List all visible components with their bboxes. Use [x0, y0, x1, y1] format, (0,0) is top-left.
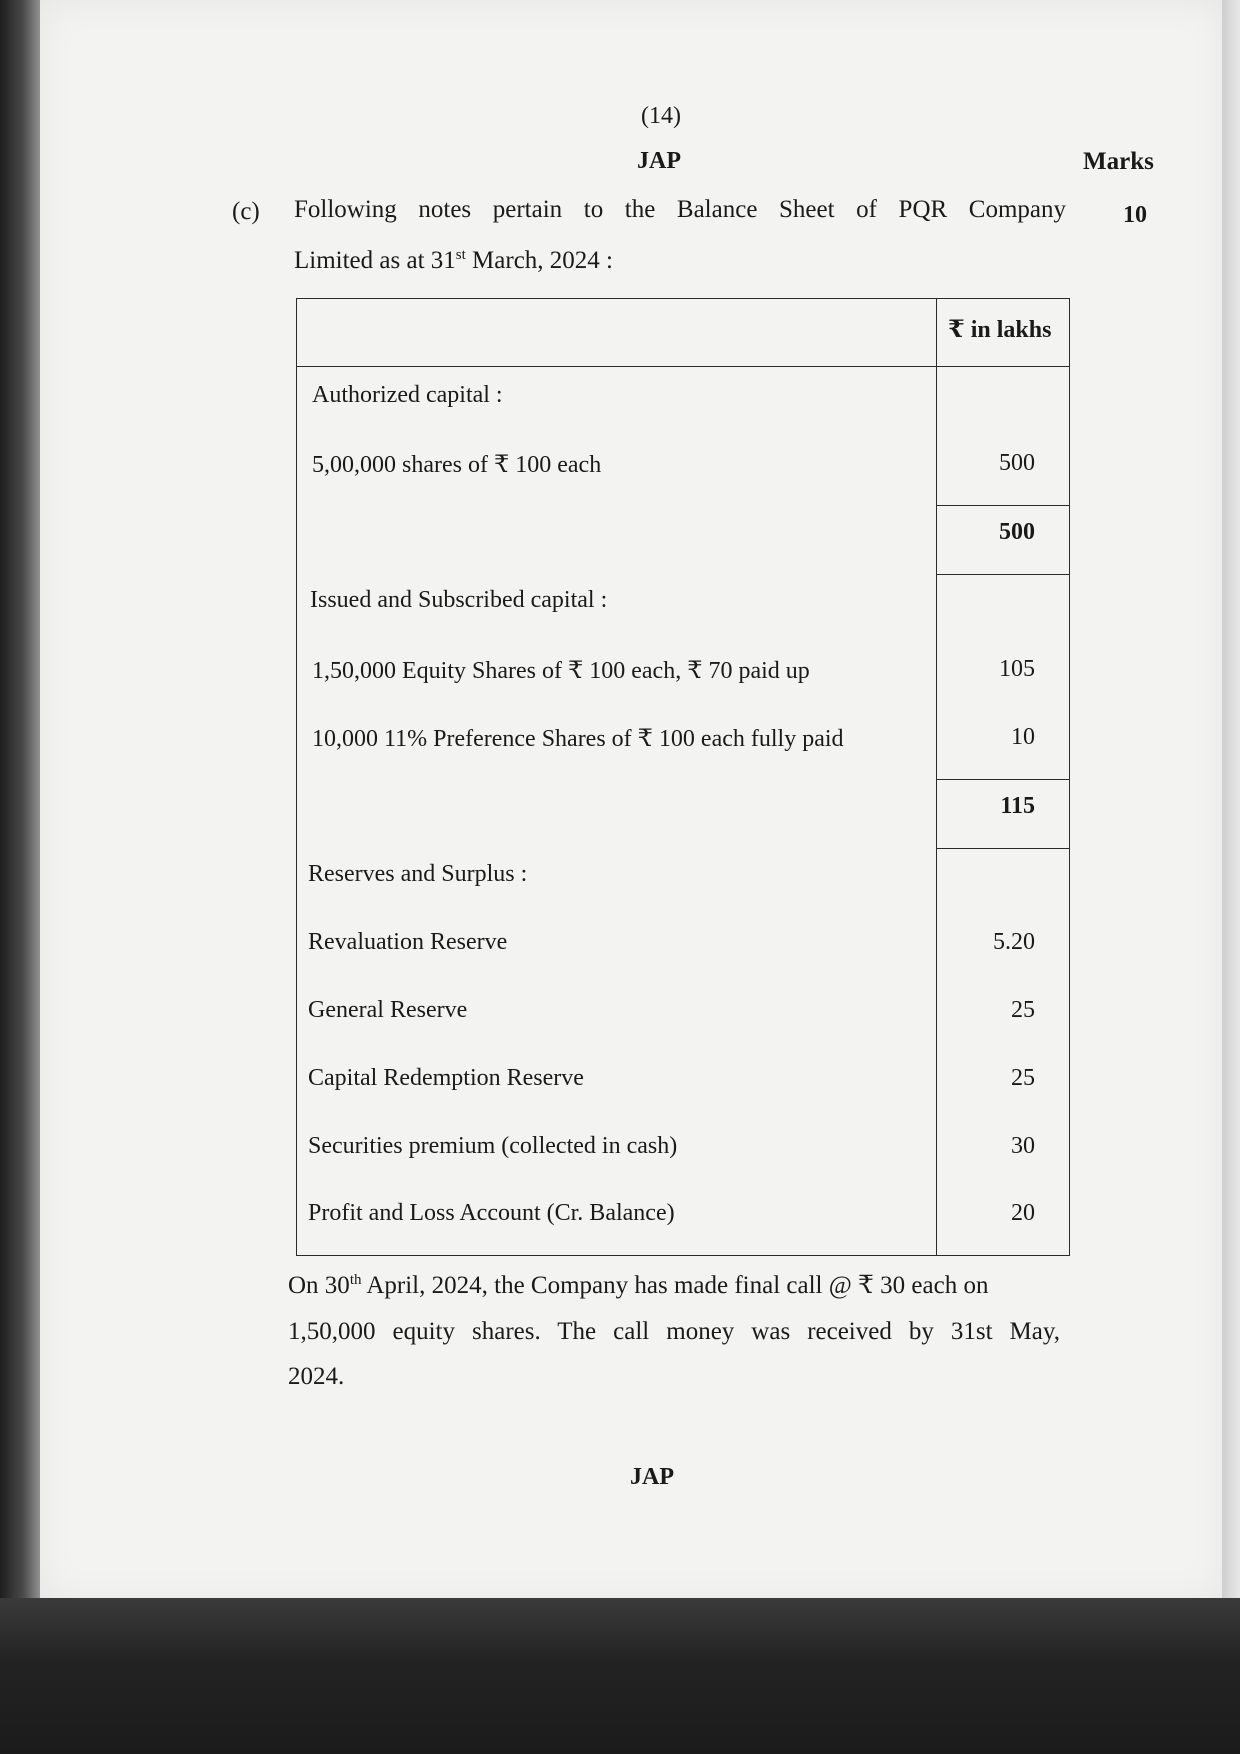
page-number: (14): [641, 103, 681, 129]
authorized-shares-label: 5,00,000 shares of ₹ 100 each: [312, 452, 602, 478]
reserves-heading: Reserves and Surplus :: [308, 861, 528, 887]
closing-line1: [288, 1270, 988, 1300]
profit-loss-account-value: 20: [1011, 1200, 1035, 1226]
equity-shares-label: 1,50,000 Equity Shares of ₹ 100 each, ₹ 70 paid up: [312, 658, 810, 684]
intro-date-ordinal: st: [455, 247, 466, 263]
general-reserve-label: General Reserve: [308, 997, 468, 1023]
authorized-total: 500: [999, 519, 1035, 545]
preference-shares-label: 10,000 11% Preference Shares of ₹ 100 each fully paid: [312, 726, 844, 752]
closing-line1-rest: April, 2024, the Company has made final call @ ₹ 30 each on: [361, 1272, 989, 1299]
closing-date-ordinal: th: [349, 1272, 362, 1288]
capital-redemption-reserve-label: Capital Redemption Reserve: [308, 1065, 584, 1091]
securities-premium-label: Securities premium (collected in cash): [308, 1133, 678, 1159]
intro-date-suffix: March, 2024 :: [465, 247, 613, 274]
table-header-rule: [296, 366, 1070, 367]
revaluation-reserve-label: Revaluation Reserve: [308, 929, 508, 955]
table-column-divider: [936, 298, 937, 1256]
question-intro-line2: [294, 247, 613, 275]
authorized-subtotal-rule-bottom: [936, 574, 1070, 575]
general-reserve-value: 25: [1011, 997, 1035, 1023]
equity-shares-value: 105: [999, 656, 1035, 682]
paper-code-bottom: JAP: [630, 1464, 674, 1490]
question-intro-line1: Following notes pertain to the Balance Sheet of PQR Company: [294, 196, 1066, 223]
paper-code-top: JAP: [637, 148, 681, 174]
intro-date-prefix: Limited as at 31: [294, 247, 456, 274]
amount-column-header: ₹ in lakhs: [948, 317, 1052, 343]
revaluation-reserve-value: 5.20: [993, 929, 1035, 955]
question-label: (c): [232, 198, 260, 225]
authorized-subtotal-rule-top: [936, 505, 1070, 506]
scan-left-edge: [0, 0, 42, 1754]
profit-loss-account-label: Profit and Loss Account (Cr. Balance): [308, 1200, 675, 1226]
preference-shares-value: 10: [1011, 724, 1035, 750]
authorized-shares-value: 500: [999, 450, 1035, 476]
marks-value: 10: [1123, 202, 1147, 228]
marks-label: Marks: [1083, 148, 1154, 175]
issued-subtotal-rule-bottom: [936, 848, 1070, 849]
securities-premium-value: 30: [1011, 1133, 1035, 1159]
scan-bottom-shadow: [0, 1598, 1240, 1754]
issued-total: 115: [1000, 793, 1035, 819]
closing-line3: 2024.: [288, 1363, 345, 1390]
issued-subtotal-rule-top: [936, 779, 1070, 780]
scan-right-edge: [1222, 0, 1240, 1600]
closing-line2: 1,50,000 equity shares. The call money was received by 31st May,: [288, 1318, 1060, 1345]
capital-redemption-reserve-value: 25: [1011, 1065, 1035, 1091]
balance-sheet-notes-table: [296, 298, 1070, 1256]
authorized-capital-heading: Authorized capital :: [312, 382, 503, 408]
issued-capital-heading: Issued and Subscribed capital :: [310, 587, 608, 613]
closing-date-prefix: On 30: [288, 1272, 350, 1299]
